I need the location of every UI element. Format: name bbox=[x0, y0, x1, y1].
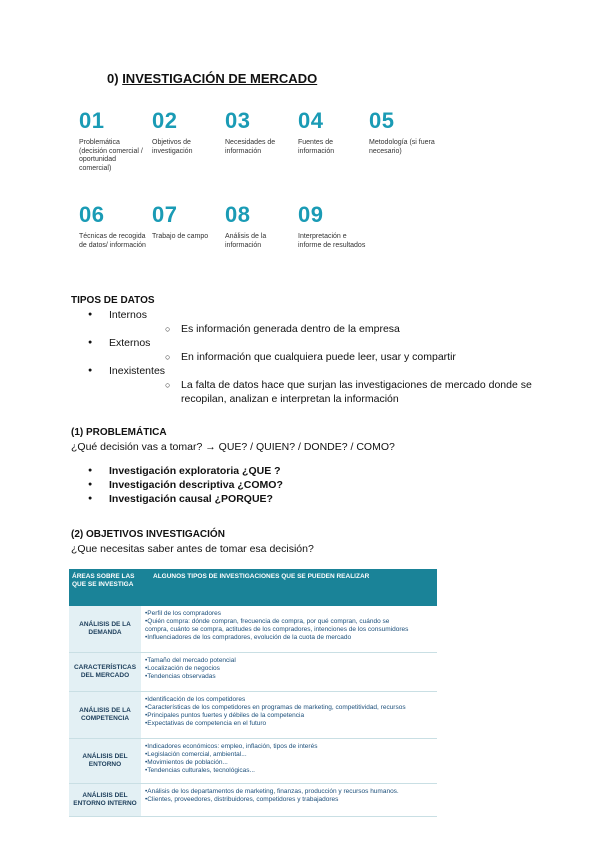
row-area: ANÁLISIS DEL ENTORNO bbox=[69, 739, 141, 783]
row-area: ANÁLISIS DE LA COMPETENCIA bbox=[69, 692, 141, 738]
research-areas-table bbox=[69, 569, 437, 817]
step-number: 05 bbox=[369, 108, 395, 133]
step-description: Metodología (si fuera necesario) bbox=[369, 139, 435, 155]
step-05 bbox=[369, 109, 439, 156]
tipos-list bbox=[71, 308, 541, 406]
problematica-question: ¿Qué decisión vas a tomar? → QUE? / QUIEN? / DONDE? / COMO? bbox=[71, 441, 395, 453]
step-number: 06 bbox=[79, 202, 105, 227]
list-item: ● Externos ○ En información que cualquiera puede leer, usar y compartir bbox=[71, 336, 541, 364]
list-item: ● Investigación causal ¿PORQUE? bbox=[71, 492, 541, 506]
step-04 bbox=[298, 109, 368, 156]
row-content: •Indicadores económicos: empleo, inflación, tipos de interés •Legislación comercial, ambiental... •Movimientos de población... •Tendencias culturales, tecnológicas... bbox=[145, 743, 318, 774]
step-08 bbox=[225, 203, 295, 250]
table-row bbox=[69, 606, 437, 653]
step-number: 02 bbox=[152, 108, 178, 133]
sub-list-item: ○ En información que cualquiera puede leer, usar y compartir bbox=[109, 350, 541, 364]
step-06 bbox=[79, 203, 149, 250]
step-description: Objetivos de investigación bbox=[152, 139, 193, 155]
objetivos-section bbox=[71, 528, 541, 556]
table-header bbox=[69, 569, 437, 606]
row-content: •Análisis de los departamentos de marketing, finanzas, producción y recursos humanos. •Clientes, proveedores, distribuidores, competidores y trabajadores bbox=[145, 788, 399, 803]
list-item: ● Inexistentes ○ La falta de datos hace que surjan las investigaciones de mercado donde se recopilan, analizan e interpretan la información bbox=[71, 364, 541, 406]
step-number: 04 bbox=[298, 108, 324, 133]
row-content: •Perfil de los compradores •Quién compra: dónde compran, frecuencia de compra, por qué compran, cuándo se compra, cuánto se compra, actitudes de los compradores, intenciones de los consumidores •Influenciadores de los compradores, evolución de la cuota de mercado bbox=[145, 610, 409, 641]
sub-list-item: ○ La falta de datos hace que surjan las investigaciones de mercado donde se recopilan, analizan e interpretan la información bbox=[109, 378, 541, 406]
step-02 bbox=[152, 109, 222, 156]
objetivos-question: ¿Que necesitas saber antes de tomar esa decisión? bbox=[71, 543, 314, 555]
column-header-types: ALGUNOS TIPOS DE INVESTIGACIONES QUE SE PUEDEN REALIZAR bbox=[153, 573, 370, 580]
step-description: Análisis de la información bbox=[225, 233, 267, 249]
list-item: ● Investigación exploratoria ¿QUE ? bbox=[71, 464, 541, 478]
title-text: INVESTIGACIÓN DE MERCADO bbox=[122, 71, 318, 86]
list-item: ● Investigación descriptiva ¿COMO? bbox=[71, 478, 541, 492]
step-description: Trabajo de campo bbox=[152, 233, 209, 240]
row-area: ANÁLISIS DE LA DEMANDA bbox=[69, 606, 141, 652]
row-content: •Tamaño del mercado potencial •Localización de negocios •Tendencias observadas bbox=[145, 657, 236, 680]
table-row bbox=[69, 784, 437, 817]
tipos-section bbox=[71, 294, 541, 406]
step-number: 08 bbox=[225, 202, 251, 227]
table-row bbox=[69, 692, 437, 739]
step-description: Problemática (decisión comercial / oportunidad comercial) bbox=[79, 139, 143, 172]
step-description: Necesidades de información bbox=[225, 139, 276, 155]
row-area: ANÁLISIS DEL ENTORNO INTERNO bbox=[69, 784, 141, 816]
step-number: 03 bbox=[225, 108, 251, 133]
row-area: CARACTERÍSTICAS DEL MERCADO bbox=[69, 653, 141, 691]
tipos-heading: TIPOS DE DATOS bbox=[71, 295, 155, 306]
title-prefix: 0) bbox=[107, 71, 119, 86]
step-description: Técnicas de recogida de datos/ información bbox=[79, 233, 146, 249]
step-07 bbox=[152, 203, 222, 242]
step-03 bbox=[225, 109, 295, 156]
step-01 bbox=[79, 109, 149, 173]
row-content: •Identificación de los competidores •Características de los competidores en programas de marketing, competitividad, recursos •Principales puntos fuertes y débiles de la competencia •Expectativas de competencia en el futuro bbox=[145, 696, 406, 727]
step-number: 01 bbox=[79, 108, 105, 133]
table-row bbox=[69, 653, 437, 692]
step-number: 09 bbox=[298, 202, 324, 227]
objetivos-heading: (2) OBJETIVOS INVESTIGACIÓN bbox=[71, 529, 225, 540]
problematica-list bbox=[71, 464, 541, 506]
table-row bbox=[69, 739, 437, 784]
page-title bbox=[107, 71, 317, 86]
column-header-areas: ÁREAS SOBRE LAS QUE SE INVESTIGA bbox=[72, 573, 135, 588]
step-09 bbox=[298, 203, 368, 250]
step-description: Fuentes de información bbox=[298, 139, 335, 155]
list-item: ● Internos ○ Es información generada dentro de la empresa bbox=[71, 308, 541, 336]
step-number: 07 bbox=[152, 202, 178, 227]
problematica-heading: (1) PROBLEMÁTICA bbox=[71, 427, 167, 438]
problematica-section bbox=[71, 426, 541, 506]
sub-list-item: ○ Es información generada dentro de la empresa bbox=[109, 322, 541, 336]
step-description: Interpretación e informe de resultados bbox=[298, 233, 366, 249]
